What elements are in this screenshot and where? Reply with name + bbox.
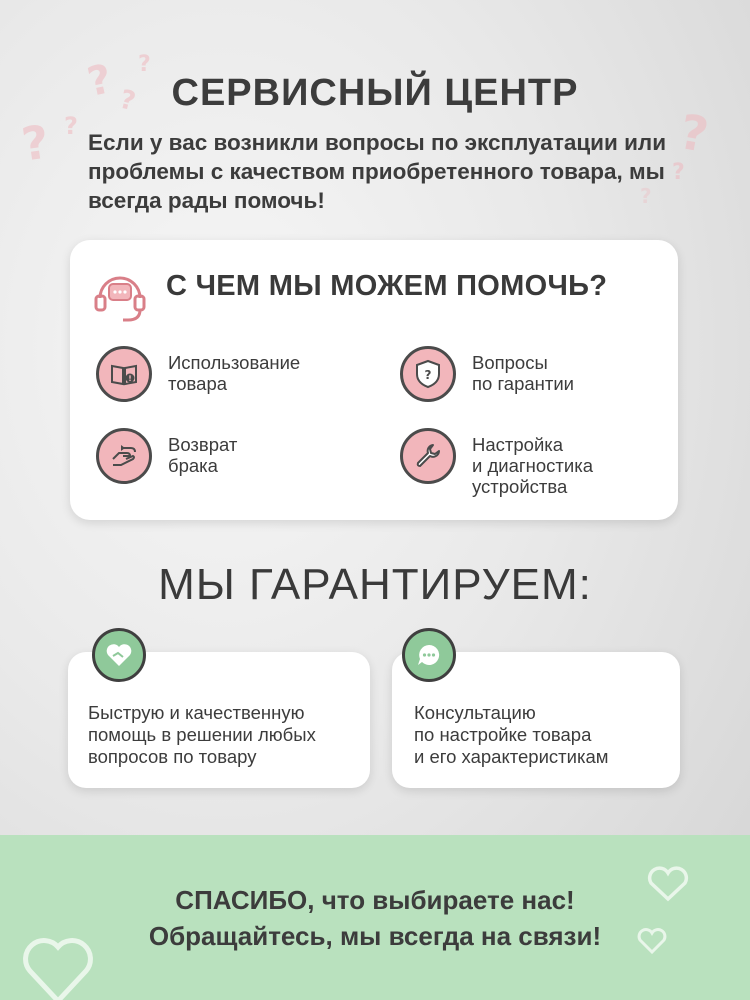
help-card xyxy=(70,240,678,520)
footer-banner xyxy=(0,835,750,1000)
wrench-icon xyxy=(400,428,456,484)
footer-thanks: СПАСИБО, что выбираете нас! xyxy=(175,885,575,915)
question-mark-decoration: ? xyxy=(675,104,713,164)
help-item-label: Настройка и диагностика устройства xyxy=(472,434,593,497)
question-mark-decoration: ? xyxy=(18,114,53,172)
handshake-heart-icon xyxy=(92,628,146,682)
help-item-setup xyxy=(400,428,593,497)
question-mark-decoration: ? xyxy=(640,184,652,208)
intro-text: Если у вас возникли вопросы по эксплуатации или проблемы с качеством приобретенного товара, мы всегда рады помочь! xyxy=(88,130,667,213)
guarantee-title: МЫ ГАРАНТИРУЕМ: xyxy=(158,560,592,609)
help-item-label: Использование товара xyxy=(168,352,301,394)
help-item-usage xyxy=(96,346,300,402)
headset-icon xyxy=(90,266,150,326)
return-hand-icon xyxy=(96,428,152,484)
footer-contact: Обращайтесь, мы всегда на связи! xyxy=(148,921,602,951)
page-title: СЕРВИСНЫЙ ЦЕНТР xyxy=(171,72,579,114)
guarantee-text: Быструю и качественную помощь в решении любых вопросов по товару xyxy=(88,702,316,767)
svg-text:?: ? xyxy=(424,368,432,382)
guarantee-text: Консультацию по настройке товара и его характеристикам xyxy=(414,702,609,767)
question-mark-decoration: ? xyxy=(83,56,116,106)
help-item-label: Возврат брака xyxy=(168,434,238,476)
help-item-label: Вопросы по гарантии xyxy=(472,352,575,394)
question-mark-decoration: ? xyxy=(672,160,685,185)
help-heading: С ЧЕМ МЫ МОЖЕМ ПОМОЧЬ? xyxy=(166,270,608,302)
question-mark-decoration: ? xyxy=(64,112,78,140)
chat-bubble-icon xyxy=(402,628,456,682)
question-mark-decoration: ? xyxy=(138,52,151,77)
question-mark-decoration: ? xyxy=(116,84,139,118)
help-item-warranty xyxy=(400,346,574,402)
shield-question-icon xyxy=(400,346,456,402)
book-icon xyxy=(96,346,152,402)
help-item-return xyxy=(96,428,237,484)
